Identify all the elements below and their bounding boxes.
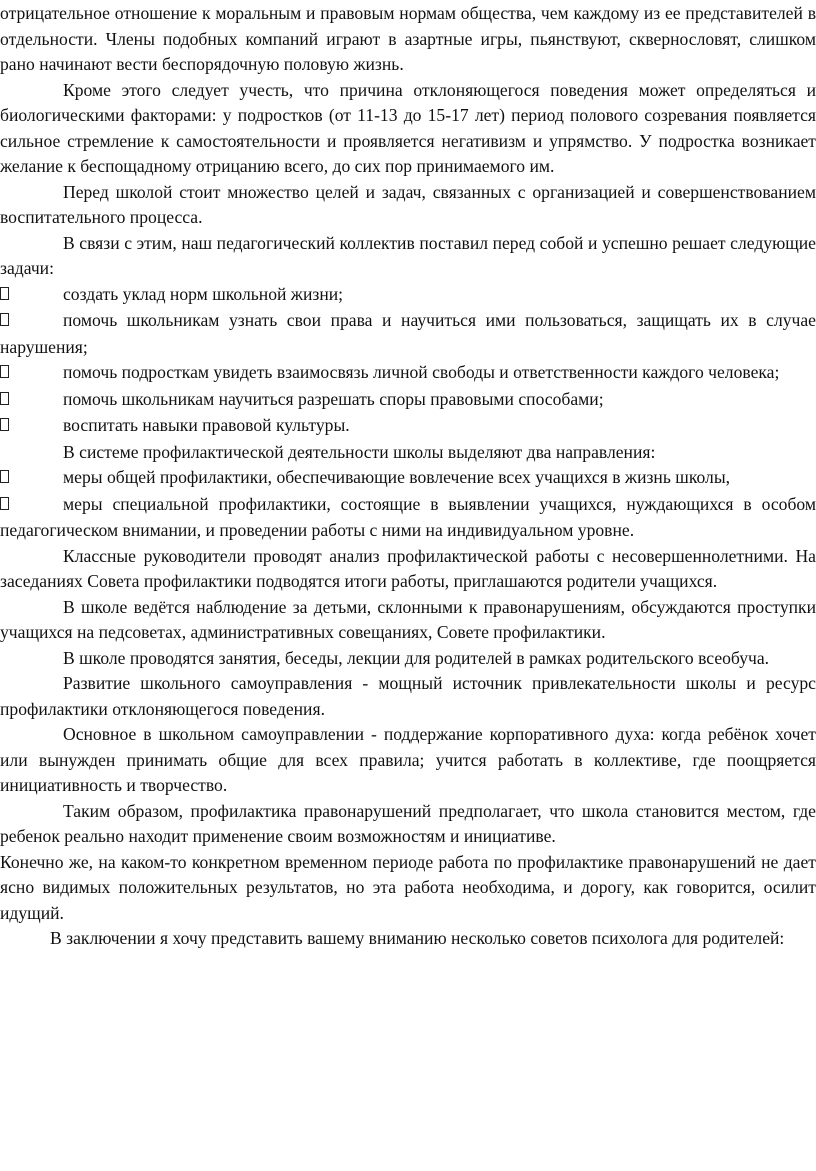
paragraph-results: Конечно же, на каком-то конкретном временном периоде работа по профилактике правонарушений не дает ясно видимых положительных результатов, но эта работа необходима, и дорогу, как говорится, осилит идущий. — [0, 851, 816, 923]
list-item-task-1 — [0, 282, 816, 309]
paragraph-self-government: Развитие школьного самоуправления - мощный источник привлекательности школы и ресурс профилактики отклоняющегося поведения. — [0, 673, 816, 719]
paragraph-intro-continuation: отрицательное отношение к моральным и правовым нормам общества, чем каждому из ее представителей в отдельности. Члены подобных компаний играют в азартные игры, пьянствуют, сквернословят, слишком рано начинают вести беспорядочную половую жизнь. — [0, 3, 816, 74]
list-item-text: меры специальной профилактики, состоящие в выявлении учащихся, нуждающихся в особом педагогическом внимании, и проведении работы с ними на индивидуальном уровне. — [0, 493, 816, 540]
paragraph-school-goals: Перед школой стоит множество целей и задач, связанных с организацией и совершенствованием воспитательного процесса. — [0, 181, 816, 227]
square-bullet-icon — [0, 283, 63, 309]
list-item-text: воспитать навыки правовой культуры. — [63, 415, 350, 435]
list-item-text: меры общей профилактики, обеспечивающие вовлечение всех учащихся в жизнь школы, — [63, 467, 731, 487]
list-item-task-3 — [0, 360, 816, 387]
list-item-direction-2 — [0, 492, 816, 544]
square-bullet-icon — [0, 309, 63, 335]
square-bullet-icon — [0, 388, 63, 414]
paragraph-corporate-spirit: Основное в школьном самоуправлении - поддержание корпоративного духа: когда ребёнок хочет или вынужден принимать общие для всех правила; учится работать в коллективе, где поощряется инициативность и творчество. — [0, 724, 816, 795]
list-item-task-5 — [0, 413, 816, 440]
paragraph-conclusion-school: Таким образом, профилактика правонарушений предполагает, что школа становится местом, где ребенок реально находит применение своим возможностям и инициативе. — [0, 800, 816, 846]
square-bullet-icon — [0, 414, 63, 440]
paragraph-biological-factors: Кроме этого следует учесть, что причина отклоняющегося поведения может определяться и биологическими факторами: у подростков (от 11-13 до 15-17 лет) период полового созревания появляется сильное стремление к самостоятельности и проявляется негативизм и упрямство. У подростка возникает желание к беспощадному отрицанию всего, до сих пор принимаемого им. — [0, 79, 816, 176]
list-item-text: помочь подросткам увидеть взаимосвязь личной свободы и ответственности каждого человека; — [63, 362, 780, 382]
paragraph-parent-lectures: В школе проводятся занятия, беседы, лекции для родителей в рамках родительского всеобуча. — [63, 647, 770, 668]
paragraph-tasks-intro: В связи с этим, наш педагогический коллектив поставил перед собой и успешно решает следующие задачи: — [0, 232, 816, 278]
paragraph-psychologist-advice: В заключении я хочу представить вашему вниманию несколько советов психолога для родителей: — [50, 928, 785, 948]
square-bullet-icon — [0, 361, 63, 387]
paragraph-directions-intro: В системе профилактической деятельности школы выделяют два направления: — [63, 441, 656, 462]
paragraph-class-teachers: Классные руководители проводят анализ профилактической работы с несовершеннолетними. На заседаниях Совета профилактики подводятся итоги работы, приглашаются родители учащихся. — [0, 545, 816, 591]
list-item-text: помочь школьникам узнать свои права и научиться ими пользоваться, защищать их в случае нарушения; — [0, 310, 816, 357]
list-item-text: создать уклад норм школьной жизни; — [63, 283, 344, 304]
square-bullet-icon — [0, 493, 63, 519]
list-item-task-4 — [0, 387, 816, 414]
paragraph-observation: В школе ведётся наблюдение за детьми, склонными к правонарушениям, обсуждаются проступки учащихся на педсоветах, административных совещаниях, Совете профилактики. — [0, 596, 816, 642]
square-bullet-icon — [0, 466, 63, 492]
list-item-task-2 — [0, 308, 816, 360]
list-item-direction-1 — [0, 465, 816, 492]
list-item-text: помочь школьникам научиться разрешать споры правовыми способами; — [63, 388, 604, 409]
